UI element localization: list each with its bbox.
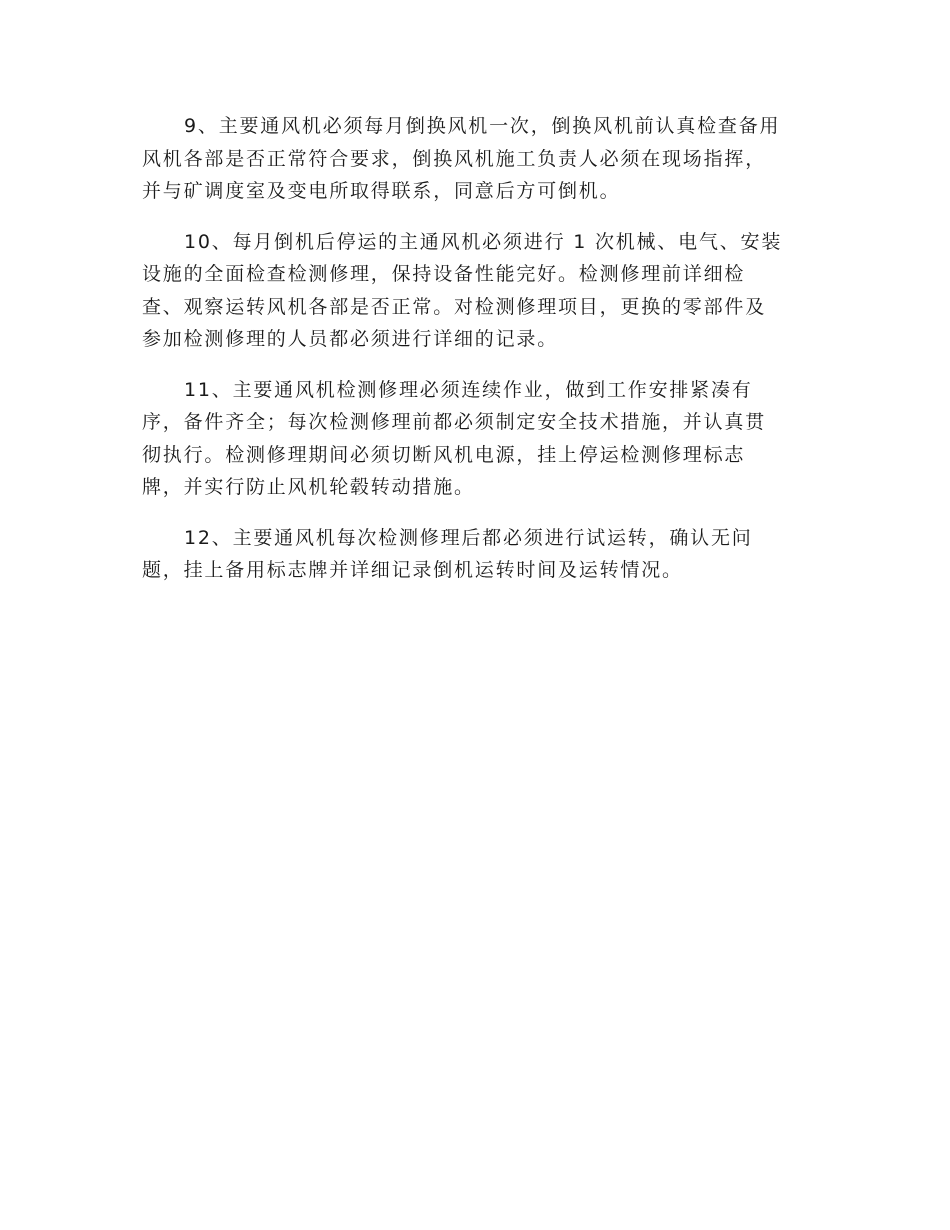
paragraph-line: 牌，并实行防止风机轮毂转动措施。 [142, 476, 475, 498]
paragraph-line: 并与矿调度室及变电所取得联系，同意后方可倒机。 [142, 180, 621, 202]
paragraph-line: 11、主要通风机检测修理必须连续作业，做到工作安排紧凑有 [184, 378, 753, 401]
paragraph-10 [142, 226, 802, 356]
paragraph-line: 10、每月倒机后停运的主通风机必须进行 1 次机械、电气、安装 [184, 230, 783, 253]
paragraph-line: 彻执行。检测修理期间必须切断风机电源，挂上停运检测修理标志 [142, 443, 746, 466]
paragraph-12 [142, 522, 802, 587]
paragraph-line: 风机各部是否正常符合要求，倒换风机施工负责人必须在现场指挥， [142, 147, 767, 170]
paragraph-line: 12、主要通风机每次检测修理后都必须进行试运转，确认无问 [184, 526, 753, 549]
paragraph-9 [142, 110, 802, 208]
paragraph-line: 序，备件齐全；每次检测修理前都必须制定安全技术措施，并认真贯 [142, 411, 767, 433]
document-body [142, 110, 802, 605]
paragraph-line: 题，挂上备用标志牌并详细记录倒机运转时间及运转情况。 [142, 559, 683, 581]
paragraph-11 [142, 374, 802, 504]
paragraph-line: 9、主要通风机必须每月倒换风机一次，倒换风机前认真检查备用 [184, 115, 781, 137]
paragraph-line: 查、观察运转风机各部是否正常。对检测修理项目，更换的零部件及 [142, 295, 767, 318]
paragraph-line: 参加检测修理的人员都必须进行详细的记录。 [142, 328, 559, 350]
paragraph-line: 设施的全面检查检测修理，保持设备性能完好。检测修理前详细检 [142, 263, 746, 285]
